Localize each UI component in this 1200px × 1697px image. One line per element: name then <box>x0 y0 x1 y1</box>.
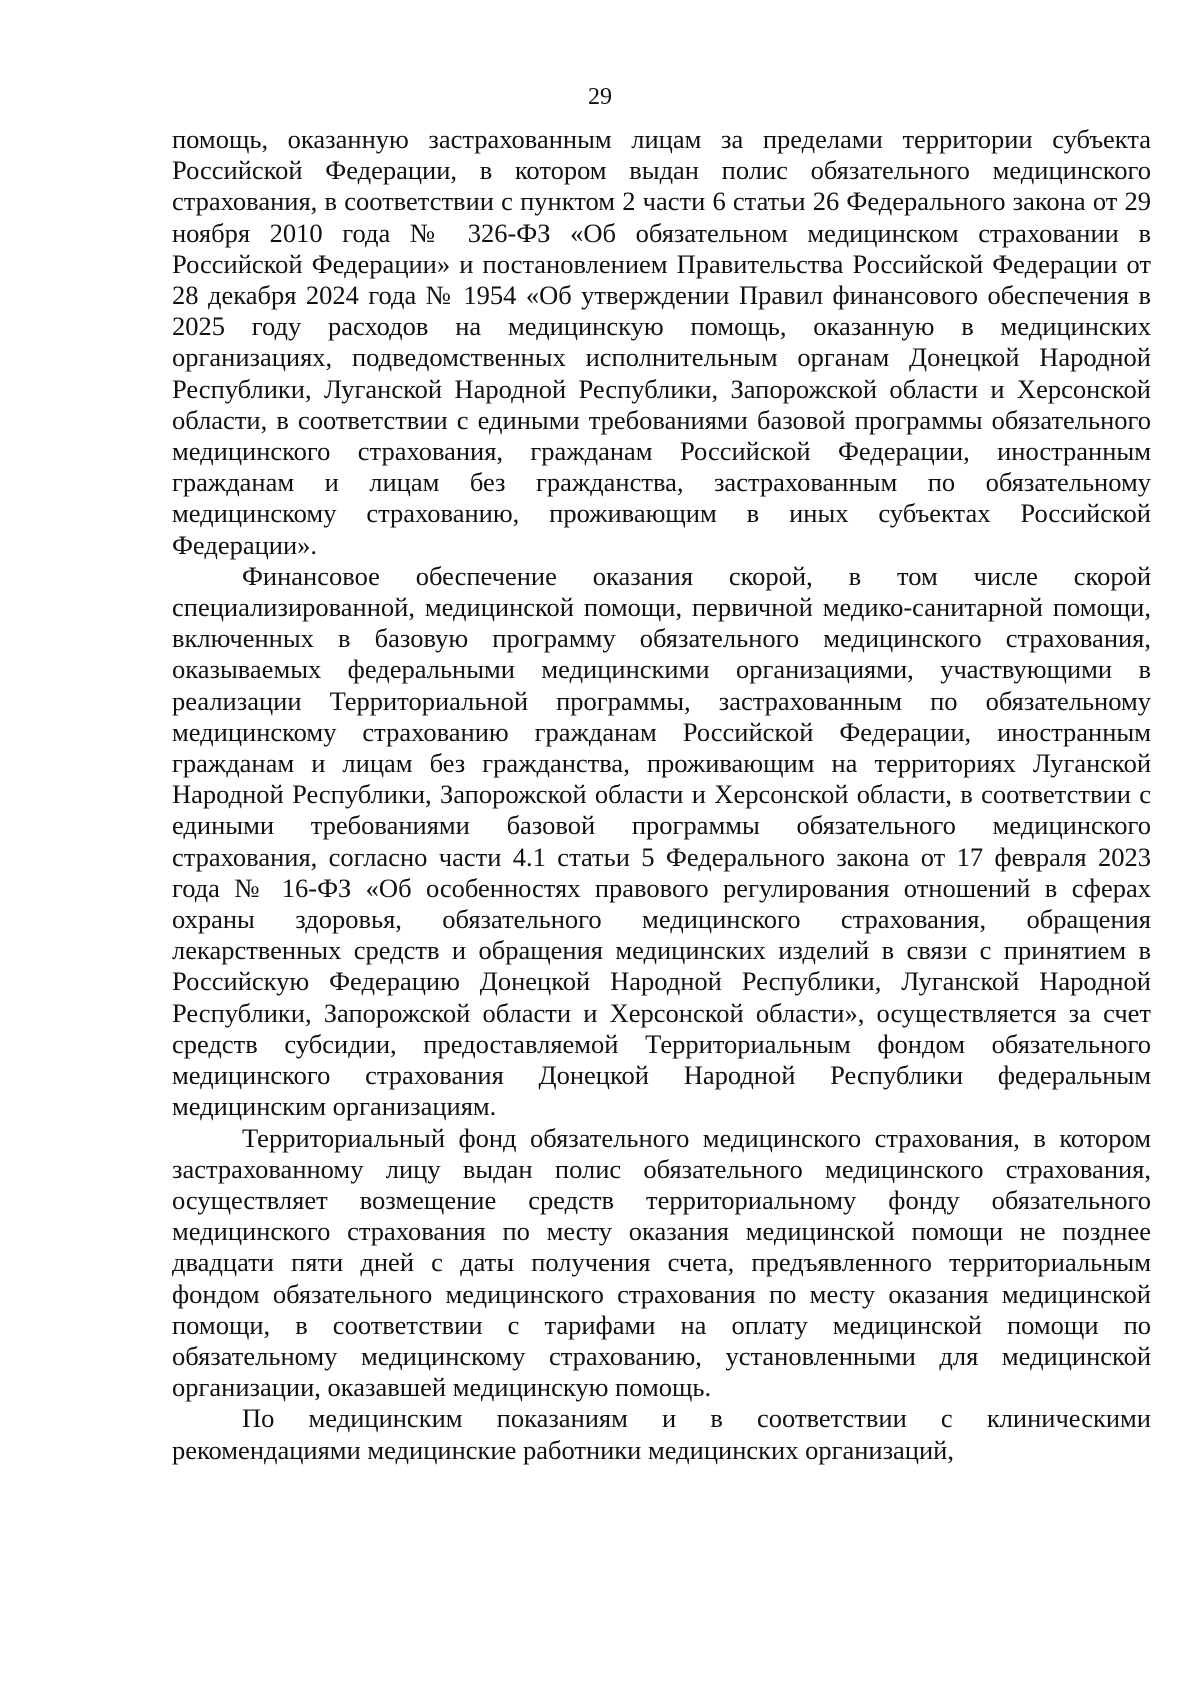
paragraph-3: Территориальный фонд обязательного медицинского страхования, в котором застрахованному лицу выдан полис обязательного медицинского страхования, осуществляет возмещение средств территориальному фонду обязательного медицинского страхования по месту оказания медицинской помощи не позднее двадцати пяти дней с даты получения счета, предъявленного территориальным фондом обязательного медицинского страхования по месту оказания медицинской помощи, в соответствии с тарифами на оплату медицинской помощи по обязательному медицинскому страхованию, установленными для медицинской организации, оказавшей медицинскую помощь. <box>172 1122 1151 1403</box>
document-body <box>172 124 1151 1466</box>
paragraph-4: По медицинским показаниям и в соответствии с клиническими рекомендациями медицинские работники медицинских организаций, <box>172 1403 1151 1465</box>
paragraph-1: помощь, оказанную застрахованным лицам за пределами территории субъекта Российской Федерации, в котором выдан полис обязательного медицинского страхования, в соответствии с пунктом 2 части 6 статьи 26 Федерального закона от 29 ноября 2010 года № 326-ФЗ «Об обязательном медицинском страховании в Российской Федерации» и постановлением Правительства Российской Федерации от 28 декабря 2024 года № 1954 «Об утверждении Правил финансового обеспечения в 2025 году расходов на медицинскую помощь, оказанную в медицинских организациях, подведомственных исполнительным органам Донецкой Народной Республики, Луганской Народной Республики, Запорожской области и Херсонской области, в соответствии с едиными требованиями базовой программы обязательного медицинского страхования, гражданам Российской Федерации, иностранным гражданам и лицам без гражданства, застрахованным по обязательному медицинскому страхованию, проживающим в иных субъектах Российской Федерации». <box>172 124 1151 560</box>
page-number: 29 <box>588 84 612 110</box>
paragraph-2: Финансовое обеспечение оказания скорой, в том числе скорой специализированной, медицинской помощи, первичной медико-санитарной помощи, включенных в базовую программу обязательного медицинского страхования, оказываемых федеральными медицинскими организациями, участвующими в реализации Территориальной программы, застрахованным по обязательному медицинскому страхованию гражданам Российской Федерации, иностранным гражданам и лицам без гражданства, проживающим на территориях Луганской Народной Республики, Запорожской области и Херсонской области, в соответствии с едиными требованиями базовой программы обязательного медицинского страхования, согласно части 4.1 статьи 5 Федерального закона от 17 февраля 2023 года № 16-ФЗ «Об особенностях правового регулирования отношений в сферах охраны здоровья, обязательного медицинского страхования, обращения лекарственных средств и обращения медицинских изделий в связи с принятием в Российскую Федерацию Донецкой Народной Республики, Луганской Народной Республики, Запорожской области и Херсонской области», осуществляется за счет средств субсидии, предоставляемой Территориальным фондом обязательного медицинского страхования Донецкой Народной Республики федеральным медицинским организациям. <box>172 560 1151 1122</box>
